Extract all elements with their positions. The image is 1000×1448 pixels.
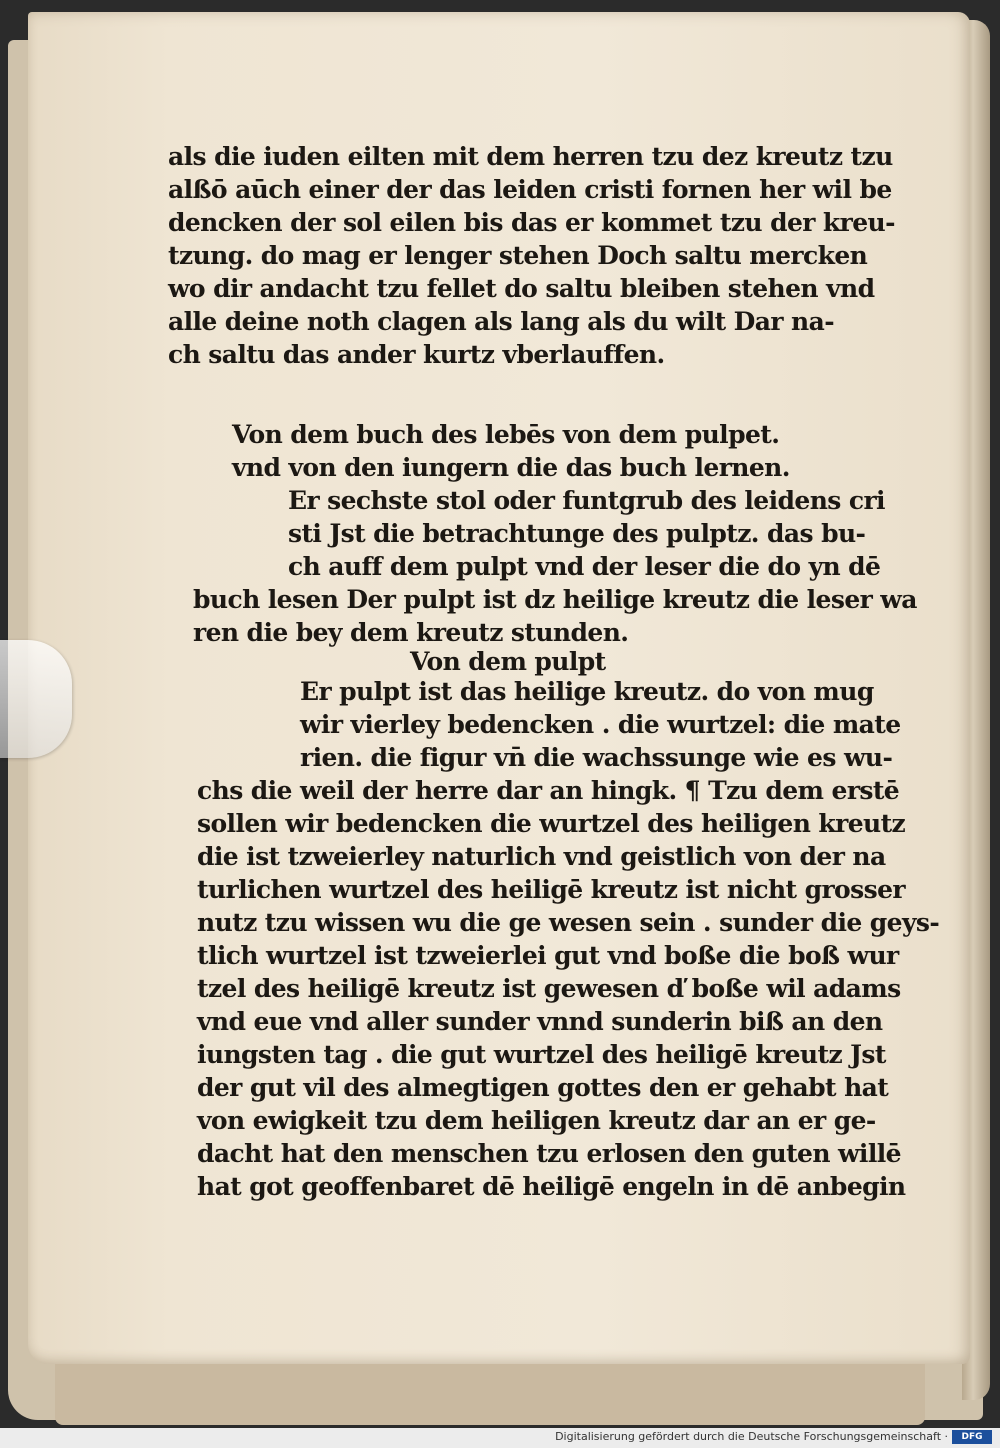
text-line: tzung. do mag er lenger stehen Doch saltu mercken: [168, 241, 868, 270]
subsection-heading: [410, 645, 606, 678]
text-line: tlich wurtzel ist tzweierlei gut vnd boße die boß wur: [197, 941, 899, 970]
digitization-credit: Digitalisierung gefördert durch die Deutsche Forschungsgemeinschaft ·: [555, 1430, 948, 1443]
text-line: dencken der sol eilen bis das er kommet tzu der kreu-: [168, 208, 895, 237]
text-line: chs die weil der herre dar an hingk. ¶ Tzu dem erstē: [197, 776, 900, 805]
text-line: Er pulpt ist das heilige kreutz. do von mug: [300, 677, 874, 706]
text-line: die ist tzweierley naturlich vnd geistlich von der na: [197, 842, 886, 871]
text-line: buch lesen Der pulpt ist dz heilige kreutz die leser wa: [193, 585, 917, 614]
text-line: sti Jst die betrachtunge des pulptz. das bu-: [288, 519, 866, 548]
text-line: wo dir andacht tzu fellet do saltu bleiben stehen vnd: [168, 274, 875, 303]
text-line: tzel des heiligē kreutz ist gewesen ď boße wil adams: [197, 974, 901, 1003]
text-line: von ewigkeit tzu dem heiligen kreutz dar an er ge-: [197, 1106, 876, 1135]
dfg-logo: DFG: [952, 1430, 992, 1444]
paragraph-3-indented: [300, 675, 901, 774]
heading-line: vnd von den iungern die das buch lernen.: [232, 453, 790, 482]
text-line: ch auff dem pulpt vnd der leser die do yn dē: [288, 552, 881, 581]
text-line: vnd eue vnd aller sunder vnnd sunderin biß an den: [197, 1007, 883, 1036]
text-line: rien. die figur vn̄ die wachssunge wie es wu-: [300, 743, 893, 772]
text-line: sollen wir bedencken die wurtzel des heiligen kreutz: [197, 809, 906, 838]
plastic-clip: [0, 640, 72, 758]
text-line: wir vierley bedencken . die wurtzel: die mate: [300, 710, 901, 739]
paragraph-2: [193, 583, 917, 649]
text-line: alßō aūch einer der das leiden cristi fornen her wil be: [168, 175, 892, 204]
paragraph-3: [197, 774, 939, 1203]
text-line: dacht hat den menschen tzu erlosen den guten willē: [197, 1139, 901, 1168]
text-line: der gut vil des almegtigen gottes den er gehabt hat: [197, 1073, 889, 1102]
paragraph-1: [168, 140, 895, 371]
heading-line: Von dem buch des lebēs von dem pulpet.: [232, 420, 780, 449]
text-line: nutz tzu wissen wu die ge wesen sein . sunder die geys-: [197, 908, 940, 937]
paragraph-2-indented: [288, 484, 885, 583]
text-line: turlichen wurtzel des heiligē kreutz ist nicht grosser: [197, 875, 905, 904]
text-line: ch saltu das ander kurtz vberlauffen.: [168, 340, 665, 369]
text-line: Er sechste stol oder funtgrub des leidens cri: [288, 486, 885, 515]
heading-line: Von dem pulpt: [410, 647, 606, 676]
section-heading: [232, 418, 790, 484]
text-line: iungsten tag . die gut wurtzel des heiligē kreutz Jst: [197, 1040, 886, 1069]
text-line: als die iuden eilten mit dem herren tzu dez kreutz tzu: [168, 142, 893, 171]
text-line: hat got geoffenbaret dē heiligē engeln in dē anbegin: [197, 1172, 906, 1201]
text-line: ren die bey dem kreutz stunden.: [193, 618, 629, 647]
text-line: alle deine noth clagen als lang als du wilt Dar na-: [168, 307, 834, 336]
